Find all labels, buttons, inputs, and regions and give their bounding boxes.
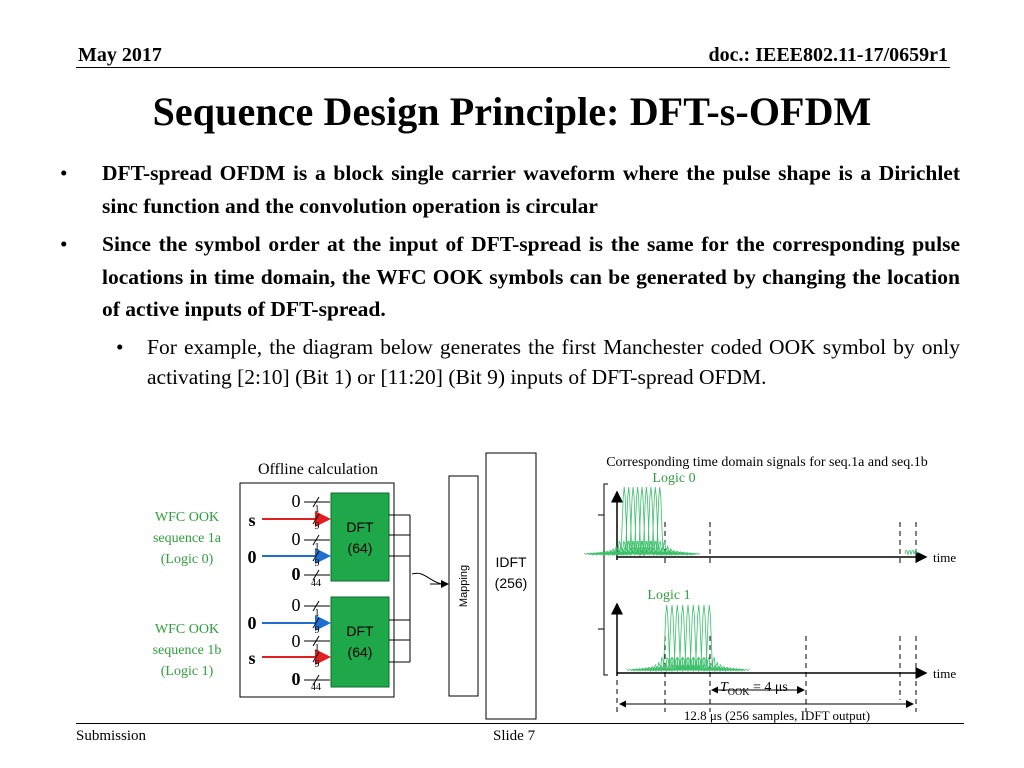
took-label: $T_{OOK} = 4$ μs: [720, 680, 788, 698]
dft-block-top-size: (64): [347, 540, 373, 556]
idft-block-size: (256): [494, 575, 528, 591]
bottom-bus-label: 1: [314, 608, 320, 619]
bottom-input-s: s: [248, 648, 256, 668]
bottom-input-0b: 0: [247, 613, 257, 633]
bottom-input-0c: 0: [291, 631, 301, 651]
bullet-dot: •: [60, 161, 68, 185]
signal-pulse: [606, 487, 686, 555]
top-plot-time-label: time: [933, 550, 957, 565]
seq1b-label-line2: sequence 1b: [152, 643, 222, 658]
top-input-0a: 0: [291, 491, 301, 511]
signal-pulse: [598, 487, 678, 555]
top-input-s: s: [248, 510, 256, 530]
bullet-2-text: Since the symbol order at the input of DFT-spread is the same for the corresponding pulse locations in time domain, the WFC OOK symbols can be generated by changing the location of active inputs of DFT-spread.: [102, 232, 960, 321]
signal-pulse: [602, 487, 682, 555]
top-bus-label: 44: [311, 578, 321, 589]
seq1a-label-line1: WFC OOK: [154, 510, 220, 525]
bullet-dot: •: [60, 232, 68, 256]
dft-block-top-label: DFT: [346, 519, 374, 535]
bullet-1-text: DFT-spread OFDM is a block single carrier waveform where the pulse shape is a Dirichlet sinc function and the convolution operation is circular: [102, 161, 960, 218]
seq1b-label-line1: WFC OOK: [154, 622, 220, 637]
offline-calculation-label: Offline calculation: [257, 461, 379, 478]
seq1b-label-line3: (Logic 1): [160, 664, 214, 679]
top-bus-label: 9: [314, 558, 320, 569]
header-date: May 2017: [78, 44, 162, 66]
slide-title: Sequence Design Principle: DFT-s-OFDM: [152, 89, 872, 134]
bottom-bus-label: 9: [314, 659, 320, 670]
bottom-bus-label: 44: [311, 682, 321, 693]
top-input-0c: 0: [247, 547, 257, 567]
header-doc-id: doc.: IEEE802.11-17/0659r1: [708, 44, 948, 66]
footer-submission: Submission: [76, 728, 147, 744]
bottom-bus-label: 1: [314, 643, 320, 654]
dft-block-top: [331, 493, 389, 581]
top-bus-label: 1: [314, 504, 320, 515]
sub-bullet-dot: •: [116, 334, 124, 359]
top-input-0d: 0: [291, 564, 301, 584]
plot-title: Corresponding time domain signals for seq.1a and seq.1b: [606, 455, 928, 470]
top-bus-label: 9: [314, 521, 320, 532]
plot-logic0-label: Logic 0: [652, 471, 696, 486]
mapping-block-label: Mapping: [458, 564, 470, 608]
bottom-input-0a: 0: [291, 595, 301, 615]
bottom-bus-label: 9: [314, 625, 320, 636]
logic0-signal: [584, 487, 918, 555]
dft-block-bottom: [331, 597, 389, 687]
bottom-plot-time-label: time: [933, 666, 957, 681]
bottom-input-0d: 0: [291, 669, 301, 689]
sub-bullet-text: For example, the diagram below generates the first Manchester coded OOK symbol by only activating [2:10] (Bit 1) or [11:20] (Bit 9) inputs of DFT-spread OFDM.: [147, 334, 960, 389]
plot-logic1-label: Logic 1: [647, 588, 691, 603]
footer-divider: [76, 723, 964, 724]
footer-slide-number: Slide 7: [493, 728, 536, 744]
seq1a-label-line2: sequence 1a: [152, 531, 222, 546]
logic1-signal: [627, 605, 750, 671]
total-span-label: 12.8 μs (256 samples, IDFT output): [683, 708, 871, 723]
dft-block-bottom-size: (64): [347, 644, 373, 660]
idft-block-label: IDFT: [495, 554, 527, 570]
dft-block-bottom-label: DFT: [346, 623, 374, 639]
top-bus-label: 1: [314, 542, 320, 553]
top-input-0b: 0: [291, 529, 301, 549]
seq1a-label-line3: (Logic 0): [160, 552, 214, 567]
